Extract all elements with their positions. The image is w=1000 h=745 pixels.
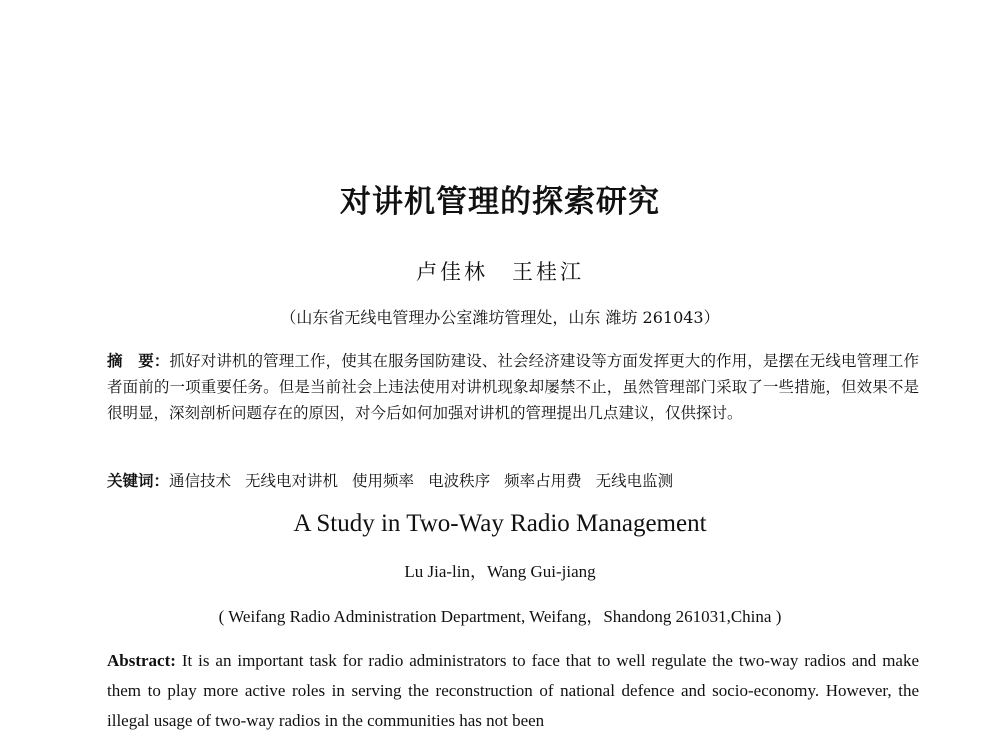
paper-title-zh: 对讲机管理的探索研究	[340, 184, 660, 220]
abstract-zh-label: 摘 要：	[107, 351, 170, 370]
keyword-item: 无线电监测	[595, 472, 674, 490]
paper-title-en: A Study in Two-Way Radio Management	[293, 510, 707, 537]
abstract-en-text: It is an important task for radio administrators to face that to well regulate the two-way radios and make them to play more active roles in serving the reconstruction of national defence and socio-economy. However, the illegal usage of two-way radios in the communities has not been	[107, 651, 920, 730]
authors-zh: 卢佳林 王桂江	[416, 260, 584, 284]
keyword-item: 无线电对讲机	[245, 472, 339, 490]
affiliation-zh: （山东省无线电管理办公室潍坊管理处，山东 潍坊 261043）	[280, 308, 720, 327]
keywords-zh-label: 关键词：	[107, 471, 170, 490]
keyword-item: 电波秩序	[428, 472, 491, 490]
keyword-item: 频率占用费	[504, 472, 582, 490]
keywords-zh	[107, 469, 919, 491]
affiliation-en: ( Weifang Radio Administration Department, Weifang，Shandong 261031,China )	[218, 607, 782, 626]
keyword-item: 使用频率	[352, 472, 415, 490]
abstract-en-label: Abstract:	[107, 651, 176, 670]
abstract-zh	[107, 348, 919, 426]
authors-en: Lu Jia-lin，Wang Gui-jiang	[404, 562, 596, 581]
keyword-item: 通信技术	[169, 472, 232, 490]
abstract-zh-text: 抓好对讲机的管理工作，使其在服务国防建设、社会经济建设等方面发挥更大的作用，是摆在无线电管理工作者面前的一项重要任务。但是当前社会上违法使用对讲机现象却屡禁不止，虽然管理部门采取了一些措施，但效果不是很明显，深刻剖析问题存在的原因，对今后如何加强对讲机的管理提出几点建议，仅供探讨。	[107, 352, 919, 422]
abstract-en	[107, 646, 919, 736]
